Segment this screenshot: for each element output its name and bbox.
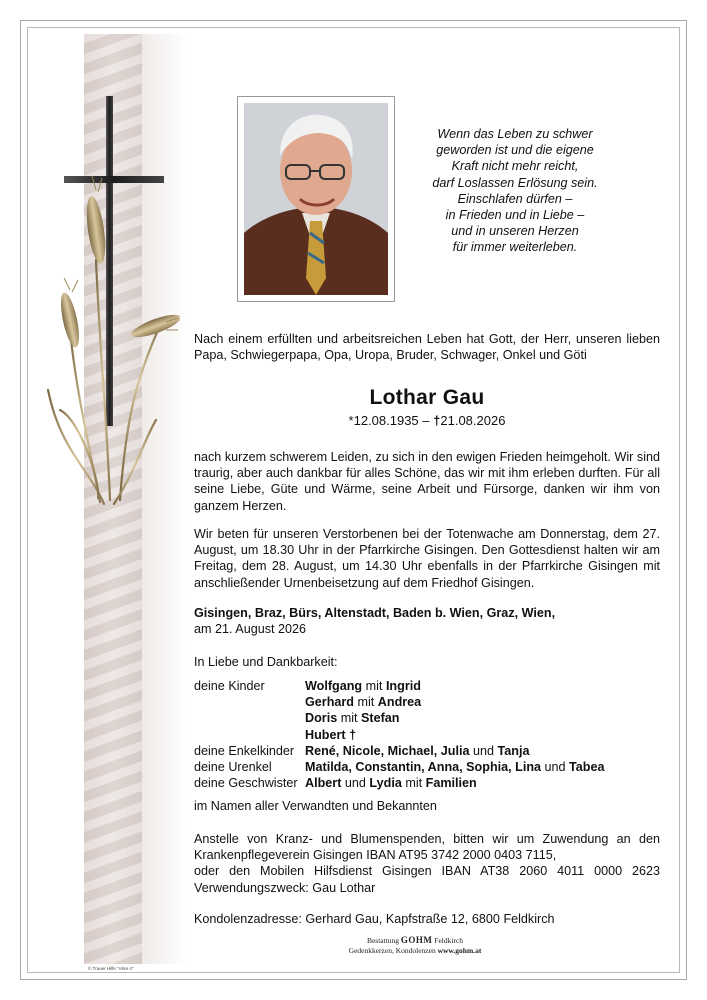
donation-line: Anstelle von Kranz- und Blumenspenden, bitten wir um Zuwendung an den xyxy=(194,832,660,846)
footer-line: Bestattung GOHM Feldkirch xyxy=(366,935,464,945)
poem-line: Kraft nicht mehr reicht, xyxy=(451,159,579,174)
poem xyxy=(405,126,625,256)
portrait-frame xyxy=(237,96,395,302)
poem-line: darf Loslassen Erlösung sein. xyxy=(432,175,598,190)
donation-line: oder den Mobilen Hilfsdienst Gisingen IBAN AT38 2060 4011 0000 2623 xyxy=(194,864,660,879)
family-label: deine Urenkel xyxy=(194,760,272,775)
intro-text: Nach einem erfüllten und arbeitsreichen Leben hat Gott, der Herr, unseren lieben Papa, Schwiegerpapa, Opa, Uropa, Bruder, Schwager, Onkel und Göti xyxy=(194,332,660,363)
family-label: deine Kinder xyxy=(194,679,265,693)
poem-line: in Frieden und in Liebe – xyxy=(445,208,585,223)
family-row xyxy=(194,743,605,759)
family-label: deine Geschwister xyxy=(194,776,298,791)
family-members: René, Nicole, Michael, Julia und Tanja xyxy=(305,743,530,758)
family-row xyxy=(194,694,605,710)
family-list xyxy=(194,678,605,791)
family-members: Wolfgang mit Ingrid xyxy=(305,679,421,693)
poem-line: geworden ist und die eigene xyxy=(436,143,594,158)
birth-date: 12.08.1935 xyxy=(353,413,419,428)
donation-block xyxy=(194,831,660,896)
donation-line: Krankenpflegeverein Gisingen IBAN AT95 3742 2000 0403 7115, xyxy=(194,848,557,863)
gratitude-heading: In Liebe und Dankbarkeit: xyxy=(194,655,338,669)
family-row xyxy=(194,775,605,791)
family-row xyxy=(194,678,605,694)
deceased-name: Lothar Gau xyxy=(369,386,485,409)
family-row xyxy=(194,710,605,726)
funeral-home-footer xyxy=(320,935,510,956)
footer-line: Gedenkkerzen, Kondolenzen www.gohm.at xyxy=(348,946,482,955)
paragraph-services: Wir beten für unseren Verstorbenen bei der Totenwache am Donnerstag, dem 27. August, um 18.30 Uhr in der Pfarrkirche Gisingen. Den Gottesdienst halten wir am Freitag, dem 28. August, um 14.30 Uhr ebenfalls in der Pfarrkirche Gisingen mit anschließender Urnenbeisetzung auf dem Friedhof Gisingen. xyxy=(194,527,660,590)
death-symbol: † xyxy=(433,413,441,428)
birth-symbol: * xyxy=(348,413,354,428)
portrait-photo xyxy=(244,103,388,295)
brand-logo: GOHM xyxy=(400,935,433,945)
places-line: Gisingen, Braz, Bürs, Altenstadt, Baden b. Wien, Graz, Wien, xyxy=(194,606,556,620)
family-row xyxy=(194,727,605,743)
date-dash: – xyxy=(418,413,434,428)
relatives-line: im Namen aller Verwandten und Bekannten xyxy=(194,799,437,813)
poem-line: Wenn das Leben zu schwer xyxy=(437,127,593,141)
family-row xyxy=(194,759,605,775)
family-members: Albert und Lydia mit Familien xyxy=(305,776,477,791)
family-members: Hubert † xyxy=(305,727,357,742)
poem-line: und in unseren Herzen xyxy=(451,224,579,239)
cross-with-wheat-icon xyxy=(40,90,180,510)
donation-line: Verwendungszweck: Gau Lothar xyxy=(194,880,376,895)
date-line: am 21. August 2026 xyxy=(194,622,307,636)
family-members: Matilda, Constantin, Anna, Sophia, Lina und Tabea xyxy=(305,760,605,775)
family-members: Gerhard mit Andrea xyxy=(305,695,422,710)
family-label: deine Enkelkinder xyxy=(194,743,295,758)
poem-line: Einschlafen dürfen – xyxy=(457,191,573,206)
website-link[interactable]: www.gohm.at xyxy=(437,946,482,955)
family-members: Doris mit Stefan xyxy=(305,711,400,726)
condolence-address: Kondolenzadresse: Gerhard Gau, Kapfstraße 12, 6800 Feldkirch xyxy=(194,912,555,926)
copyright-note: © Trauer Hilfe "Ahre 4" xyxy=(88,966,134,971)
poem-line: für immer weiterleben. xyxy=(452,240,578,255)
paragraph-gratitude: nach kurzem schwerem Leiden, zu sich in den ewigen Frieden heimgeholt. Wir sind traurig, aber auch dankbar für alles Schöne, das wir mit ihm erleben durften. Für all seine Liebe, Güte und Wärme, seine Arbeit und Fürsorge, danken wir ihm von ganzem Herzen. xyxy=(194,450,660,513)
life-dates xyxy=(194,413,660,428)
death-date: 21.08.2026 xyxy=(440,413,506,428)
